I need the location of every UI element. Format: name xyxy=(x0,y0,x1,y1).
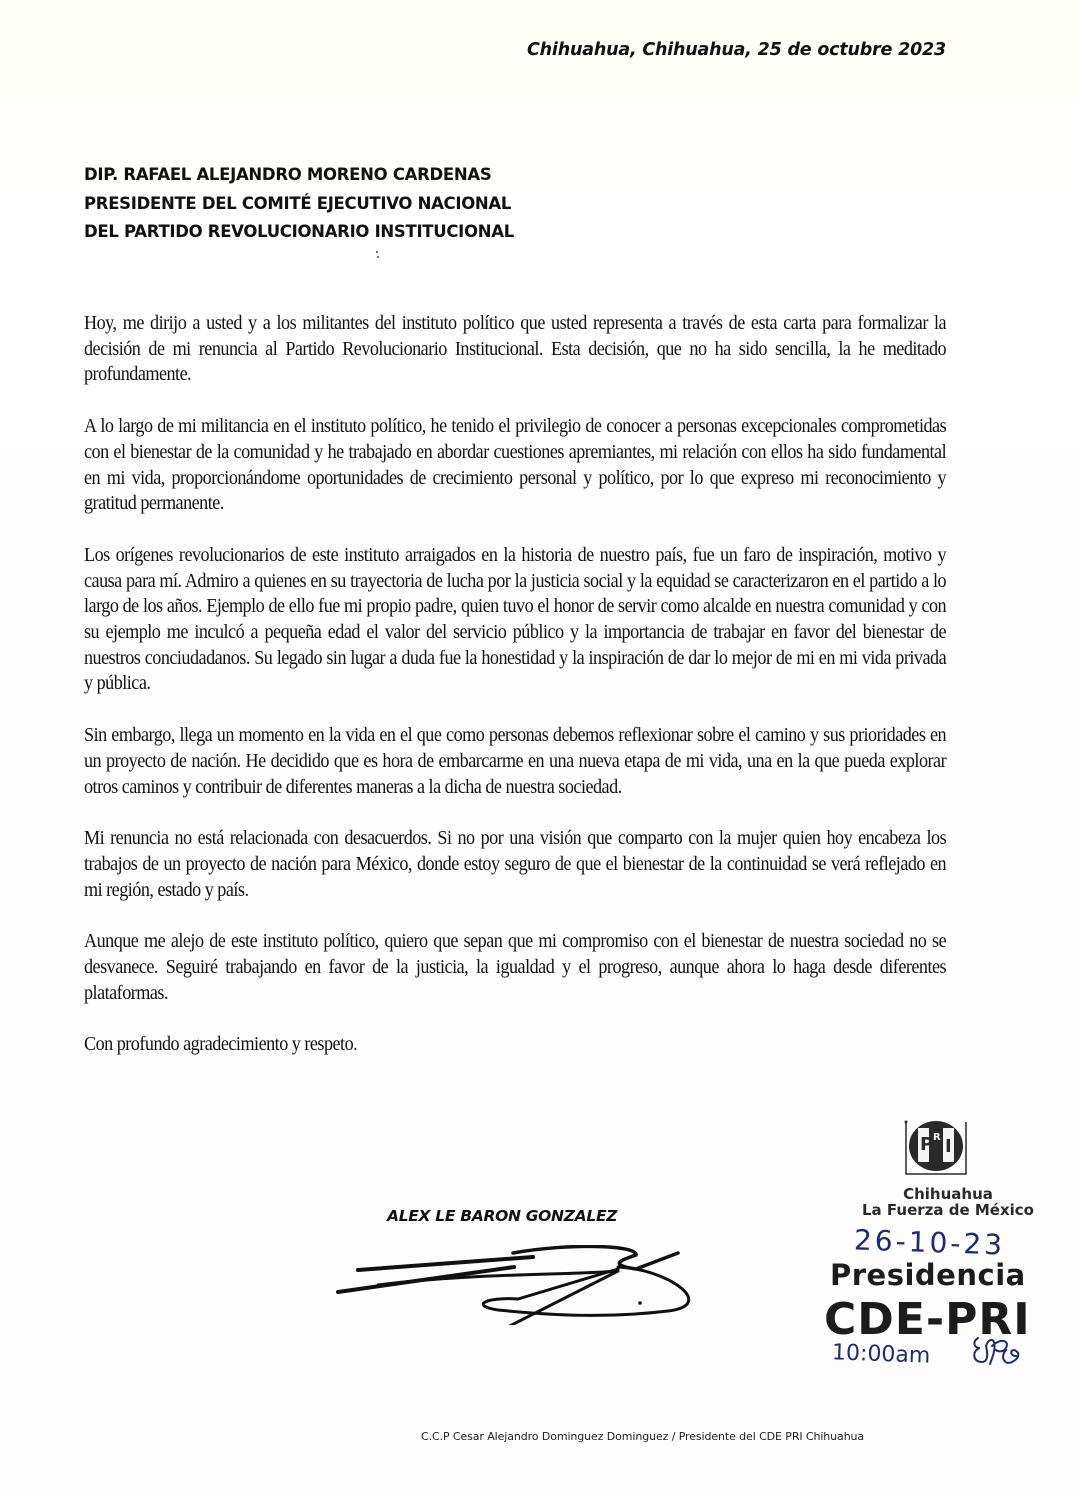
pri-logo-icon xyxy=(900,1118,972,1178)
paragraph: Hoy, me dirijo a usted y a los militantes del instituto político que usted representa a través de esta carta para formalizar la decisión de mi renuncia al Partido Revolucionario Institucional. Esta decisión, que no ha sido sencilla, la he meditado profundamente. xyxy=(84,313,947,386)
addressee-line: PRESIDENTE DEL COMITÉ EJECUTIVO NACIONAL xyxy=(84,193,512,213)
letter-body xyxy=(84,311,946,1084)
stamp-slogan: La Fuerza de México xyxy=(862,1201,1034,1219)
svg-text:I: I xyxy=(945,1136,952,1157)
handwritten-signature xyxy=(318,1245,708,1325)
stamp-received-date: 26-10-23 xyxy=(853,1223,1006,1262)
place-date: Chihuahua, Chihuahua, 25 de octubre 2023 xyxy=(527,40,946,60)
addressee-line: DEL PARTIDO REVOLUCIONARIO INSTITUCIONAL xyxy=(84,222,514,241)
carbon-copy-line: C.C.P Cesar Alejandro Dominguez Dominguez / Presidente del CDE PRI Chihuahua xyxy=(421,1430,865,1443)
svg-text:P: P xyxy=(920,1134,934,1155)
stamp-received-time: 10:00am xyxy=(831,1340,931,1369)
stamp-line-chihuahua: Chihuahua xyxy=(903,1185,993,1203)
addressee-block xyxy=(84,161,514,247)
paragraph: A lo largo de mi militancia en el instituto político, he tenido el privilegio de conocer a personas excepcionales comprometidas con el bienestar de la comunidad y he trabajado en abordar cuestiones apremiantes, mi relación con ellos ha sido fundamental en mi vida, proporcionándome oportunidades de crecimiento personal y político, por lo que expreso mi reconocimiento y gratitud permanente. xyxy=(84,416,947,515)
paragraph: Aunque me alejo de este instituto político, quiero que sepan que mi compromiso con el bienestar de nuestra sociedad no se desvanece. Seguiré trabajando en favor de la justicia, la igualdad y el progreso, aunque ahora lo haga desde diferentes plataformas. xyxy=(84,931,947,1004)
signatory-name: ALEX LE BARON GONZALEZ xyxy=(387,1207,618,1225)
addressee-line: DIP. RAFAEL ALEJANDRO MORENO CARDENAS xyxy=(84,165,492,184)
stamp-unit: CDE-PRI xyxy=(824,1294,1031,1345)
stamp-office: Presidencia xyxy=(830,1258,1026,1292)
svg-text:R: R xyxy=(933,1132,941,1143)
paragraph: Sin embargo, llega un momento en la vida en el que como personas debemos reflexionar sobre el camino y sus prioridades en un proyecto de nación. He decidido que es hora de embarcarme en una nueva etapa de mi vida, una en la que pueda explorar otros caminos y contribuir de diferentes maneras a la dicha de nuestra sociedad. xyxy=(84,725,947,798)
paragraph: Los orígenes revolucionarios de este instituto arraigados en la historia de nuestro país, fue un faro de inspiración, motivo y causa para mí. Admiro a quienes en su trayectoria de lucha por la justicia social y la equidad se caracterizaron en el partido a lo largo de los años. Ejemplo de ello fue mi propio padre, quien tuvo el honor de servir como alcalde en nuestra comunidad y con su ejemplo me inculcó a pequeña edad el valor del servicio público y la importancia de trabajar en favor del bienestar de nuestros conciudadanos. Su legado sin lugar a duda fue la honestidad y la inspiración de dar lo mejor de mi en mi vida privada y pública. xyxy=(84,544,947,695)
closing: Con profundo agradecimiento y respeto. xyxy=(84,1034,358,1056)
reception-stamp xyxy=(820,1110,1060,1369)
paragraph: Mi renuncia no está relacionada con desacuerdos. Si no por una visión que comparto con la mujer quien hoy encabeza los trabajos de un proyecto de nación para México, donde estoy seguro de que el bienestar de la continuidad se verá reflejado en mi región, estado y país. xyxy=(84,828,947,901)
stamp-initials-signature xyxy=(970,1332,1026,1368)
